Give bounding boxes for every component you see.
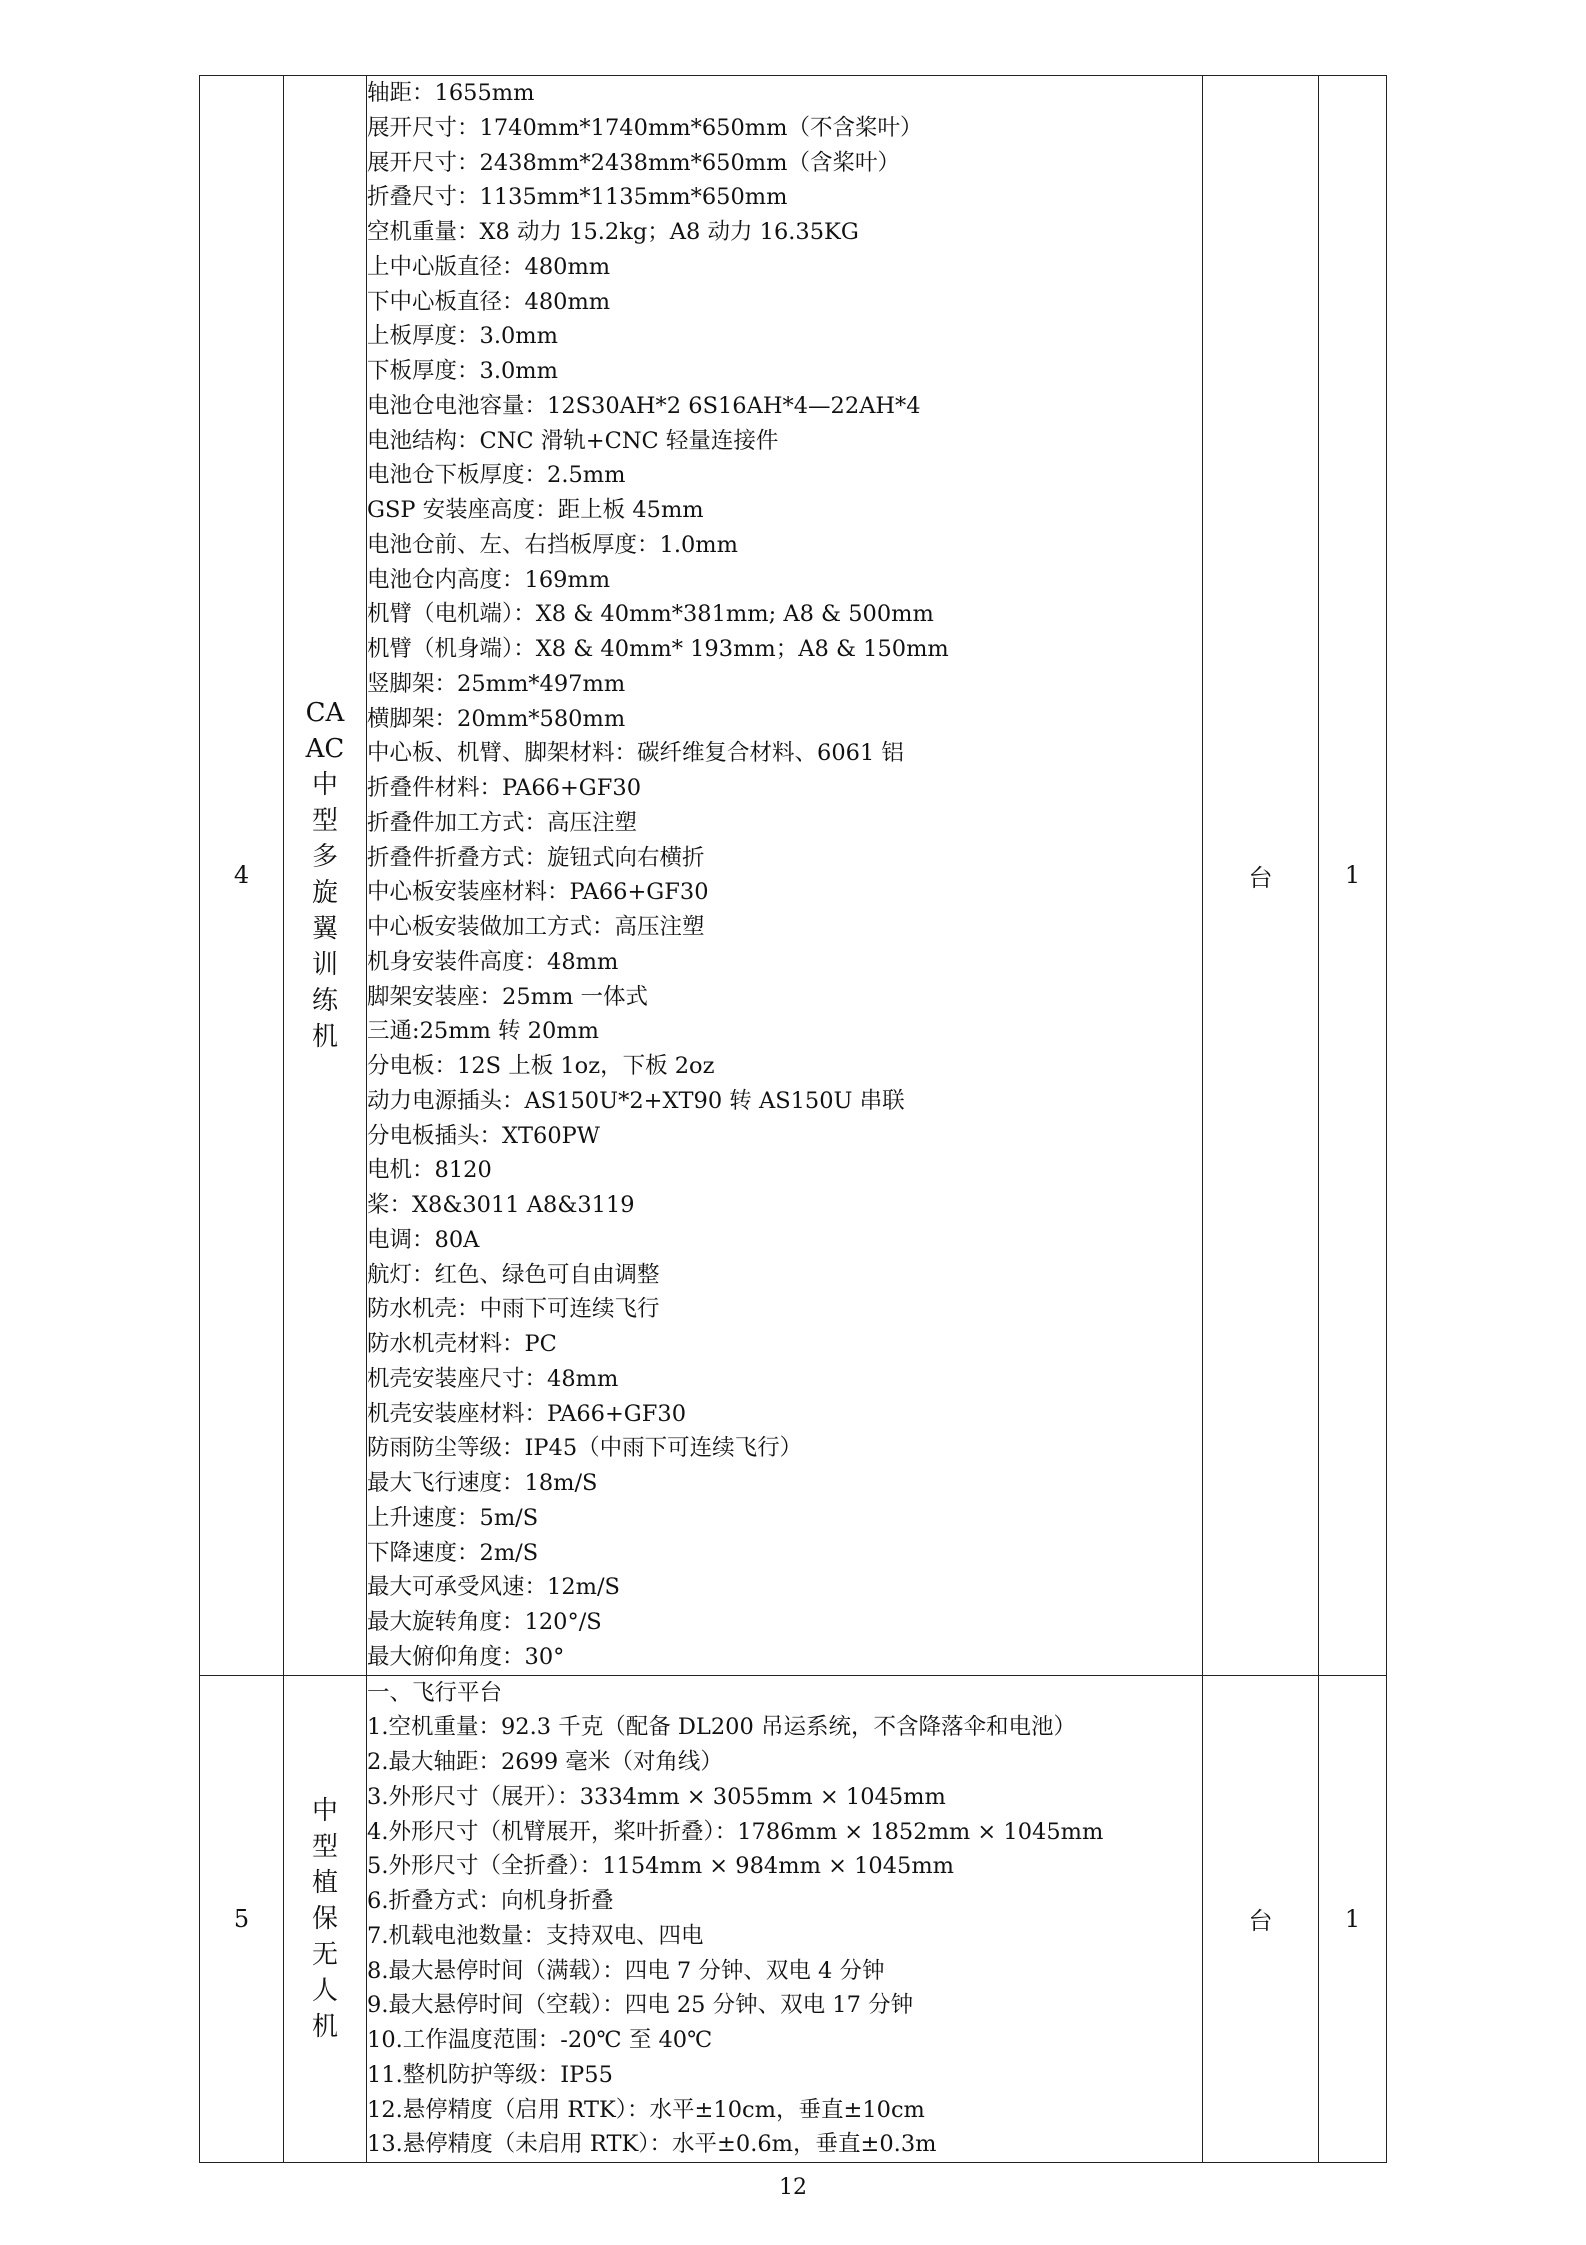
spec-line: 10.工作温度范围：-20℃ 至 40℃	[367, 2027, 713, 2053]
item-number: 4	[200, 76, 284, 1676]
spec-line: 4.外形尺寸（机臂展开，桨叶折叠）：1786mm × 1852mm × 1045mm	[367, 1818, 1104, 1845]
spec-line: 中心板、机臂、脚架材料：碳纤维复合材料、6061 铝	[367, 740, 904, 767]
spec-table-body	[200, 76, 1387, 2163]
spec-line: 折叠件加工方式：高压注塑	[367, 809, 638, 836]
spec-line: GSP 安装座高度：距上板 45mm	[367, 497, 704, 523]
spec-line: 电调：80A	[367, 1226, 480, 1253]
item-name-cell	[284, 76, 367, 1676]
spec-line: 桨：X8&3011 A8&3119	[367, 1192, 635, 1218]
spec-line: 电池结构：CNC 滑轨+CNC 轻量连接件	[367, 427, 779, 454]
spec-line: 上板厚度：3.0mm	[367, 323, 558, 350]
spec-line: 机壳安装座材料：PA66+GF30	[367, 1400, 687, 1427]
spec-line: 2.最大轴距：2699 毫米（对角线）	[367, 1749, 723, 1775]
spec-line: 3.外形尺寸（展开）：3334mm × 3055mm × 1045mm	[367, 1783, 946, 1810]
item-unit: 台	[1203, 1675, 1319, 2163]
spec-line: 7.机载电池数量：支持双电、四电	[367, 1922, 704, 1949]
spec-line: 横脚架：20mm*580mm	[367, 705, 626, 732]
spec-line: 11.整机防护等级：IP55	[367, 2061, 613, 2088]
spec-line: 脚架安装座：25mm 一体式	[367, 983, 648, 1010]
spec-line: 机壳安装座尺寸：48mm	[367, 1365, 619, 1392]
item-quantity: 1	[1319, 76, 1387, 1676]
spec-line: 上中心版直径：480mm	[367, 253, 611, 280]
spec-line: 竖脚架：25mm*497mm	[367, 670, 626, 697]
spec-line: 防水机壳材料：PC	[367, 1331, 557, 1357]
spec-line: 折叠尺寸：1135mm*1135mm*650mm	[367, 184, 788, 211]
spec-line: 电机：8120	[367, 1157, 492, 1184]
spec-line: 折叠件材料：PA66+GF30	[367, 775, 642, 801]
spec-line: 机臂（电机端）：X8 & 40mm*381mm; A8 & 500mm	[367, 601, 934, 628]
spec-line: 12.悬停精度（启用 RTK）：水平±10cm，垂直±10cm	[367, 2096, 925, 2123]
page-number: 12	[779, 2175, 807, 2200]
spec-line: 轴距：1655mm	[367, 80, 535, 106]
spec-line: 电池仓电池容量：12S30AH*2 6S16AH*4—22AH*4	[367, 392, 921, 419]
spec-line: 空机重量：X8 动力 15.2kg；A8 动力 16.35KG	[367, 219, 859, 245]
spec-line: 电池仓前、左、右挡板厚度：1.0mm	[367, 531, 738, 558]
spec-line: 展开尺寸：1740mm*1740mm*650mm（不含桨叶）	[367, 114, 923, 141]
spec-line: 13.悬停精度（未启用 RTK）：水平±0.6m，垂直±0.3m	[367, 2131, 937, 2158]
spec-line: 航灯：红色、绿色可自由调整	[367, 1261, 660, 1288]
spec-line: 最大俯仰角度：30°	[367, 1643, 565, 1670]
spec-line: 防雨防尘等级：IP45（中雨下可连续飞行）	[367, 1435, 803, 1462]
item-name-cell	[284, 1675, 367, 2163]
spec-line: 6.折叠方式：向机身折叠	[367, 1888, 614, 1914]
item-quantity: 1	[1319, 1675, 1387, 2163]
spec-line: 上升速度：5m/S	[367, 1504, 539, 1531]
spec-line: 电池仓下板厚度：2.5mm	[367, 462, 626, 489]
spec-line: 中心板安装座材料：PA66+GF30	[367, 879, 709, 906]
spec-line: 最大旋转角度：120°/S	[367, 1609, 602, 1635]
spec-line: 下降速度：2m/S	[367, 1539, 539, 1566]
spec-line: 最大可承受风速：12m/S	[367, 1574, 620, 1601]
spec-line: 三通:25mm 转 20mm	[367, 1018, 599, 1045]
spec-line: 分电板插头：XT60PW	[367, 1122, 600, 1149]
spec-line: 机身安装件高度：48mm	[367, 948, 619, 975]
spec-line: 下板厚度：3.0mm	[367, 358, 558, 384]
item-name: CAAC中型多旋翼训练机	[305, 698, 345, 1053]
spec-line: 电池仓内高度：169mm	[367, 566, 611, 593]
spec-line: 展开尺寸：2438mm*2438mm*650mm（含桨叶）	[367, 149, 900, 176]
spec-line: 5.外形尺寸（全折叠）：1154mm × 984mm × 1045mm	[367, 1853, 955, 1880]
spec-line: 动力电源插头：AS150U*2+XT90 转 AS150U 串联	[367, 1087, 905, 1114]
item-name: 中型植保无人机	[311, 1795, 338, 2042]
spec-line: 机臂（机身端）：X8 & 40mm* 193mm；A8 & 150mm	[367, 636, 949, 662]
spec-line: 一、飞行平台	[367, 1679, 503, 1706]
spec-line: 分电板：12S 上板 1oz，下板 2oz	[367, 1053, 715, 1079]
item-unit: 台	[1203, 76, 1319, 1676]
spec-table	[199, 75, 1387, 2163]
spec-line: 9.最大悬停时间（空载）：四电 25 分钟、双电 17 分钟	[367, 1992, 914, 2019]
spec-line: 8.最大悬停时间（满载）：四电 7 分钟、双电 4 分钟	[367, 1957, 885, 1984]
spec-line: 防水机壳：中雨下可连续飞行	[367, 1296, 660, 1323]
spec-line: 折叠件折叠方式：旋钮式向右横折	[367, 844, 705, 871]
table-row	[200, 76, 1387, 1676]
spec-list	[367, 1675, 1203, 2163]
spec-list	[367, 76, 1203, 1676]
item-number: 5	[200, 1675, 284, 2163]
spec-line: 中心板安装做加工方式：高压注塑	[367, 914, 705, 940]
table-row	[200, 1675, 1387, 2163]
spec-line: 下中心板直径：480mm	[367, 288, 611, 315]
spec-line: 1.空机重量：92.3 千克（配备 DL200 吊运系统，不含降落伞和电池）	[367, 1714, 1076, 1741]
spec-line: 最大飞行速度：18m/S	[367, 1470, 598, 1496]
